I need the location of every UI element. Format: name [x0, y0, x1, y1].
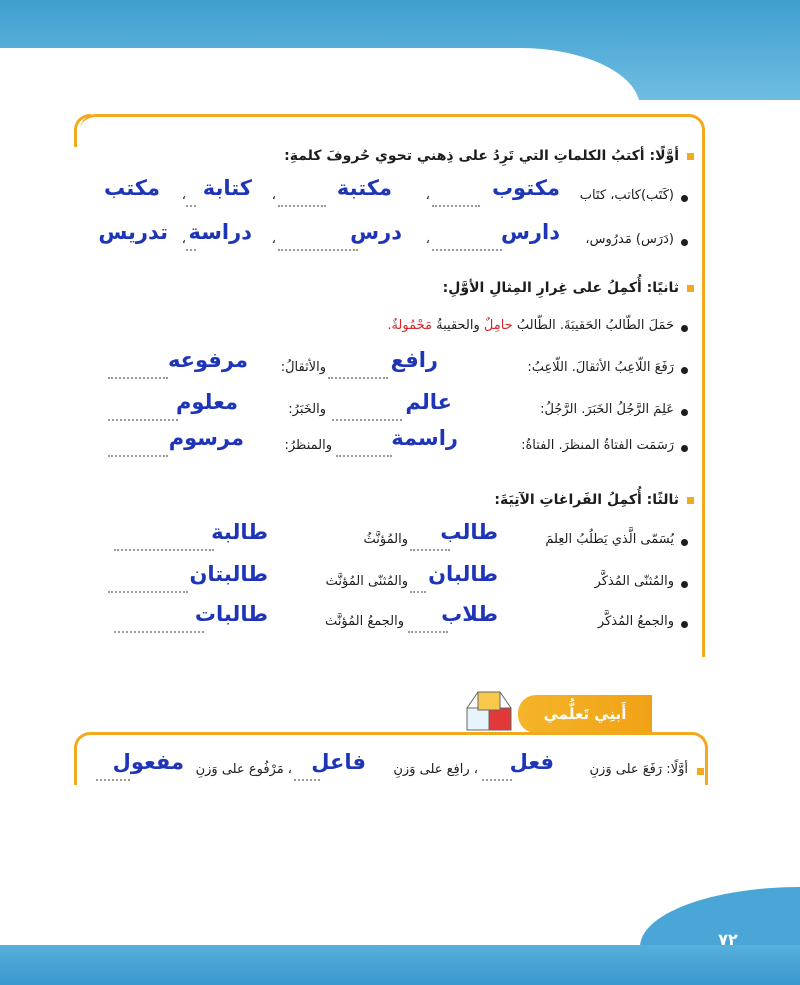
dotted-line — [108, 590, 188, 593]
section2-row1 — [100, 348, 688, 388]
example-prefix: حَمَلَ الطّالبُ الحَقيبَةَ. الطّالبُ — [516, 318, 674, 333]
separator: ، — [271, 188, 276, 203]
separator: ، — [181, 188, 186, 203]
section1-heading — [284, 148, 694, 164]
dotted-line — [336, 454, 392, 457]
row-mid-text: والجمعُ المُؤنَّث — [325, 614, 404, 629]
dotted-line — [186, 248, 196, 251]
answer-word: دراسة — [188, 220, 252, 244]
example-sentence — [387, 318, 674, 333]
answer-word: كتابة — [202, 176, 252, 200]
section1-row2 — [98, 220, 688, 260]
new-learning-row — [96, 750, 704, 790]
footer-band — [0, 945, 800, 985]
answer-word: تدريس — [98, 220, 168, 244]
answer-word: مفعول — [112, 750, 184, 774]
example-answer1: حامِلٌ — [483, 318, 513, 333]
dotted-line — [432, 248, 502, 251]
row-prompt: عَلِمَ الرَّجُلُ الخَبَرَ. الرَّجُلُ: — [540, 402, 674, 417]
square-bullet-icon — [687, 153, 694, 160]
row-prompt: والمُثنّى المُذكَّر — [594, 574, 674, 589]
dotted-line — [328, 376, 388, 379]
dotted-line — [108, 376, 168, 379]
row-prompt: رَفَعَ اللّاعِبُ الأثقالَ. اللّاعِبُ: — [527, 360, 674, 375]
answer-word: عالم — [405, 390, 452, 414]
example-middle: والحقيبةُ — [436, 318, 480, 333]
dotted-line — [278, 204, 326, 207]
bullet-icon — [681, 445, 688, 452]
answer-word: راسمة — [391, 426, 458, 450]
section2-heading-text: ثانيًا: أُكمِلُ على غِرارِ المِثالِ الأوَّلِ: — [442, 280, 679, 296]
separator: ، — [181, 232, 186, 247]
dotted-line — [108, 418, 178, 421]
section3-heading — [494, 492, 694, 508]
row-mid-text: والأثقالُ: — [280, 360, 326, 375]
row-mid-text-a: ، مَ — [276, 762, 292, 777]
row-prompt: رَسَمَت الفتاةُ المنظرَ. الفتاةُ: — [521, 438, 674, 453]
answer-word: طالبتان — [189, 562, 268, 586]
dotted-line — [410, 548, 450, 551]
square-bullet-icon — [697, 768, 704, 775]
answer-word: مرفوعه — [167, 348, 248, 372]
section3-row2 — [100, 562, 688, 602]
answer-word: طالب — [440, 520, 498, 544]
dotted-line — [294, 778, 320, 781]
section3-heading-text: ثالثًا: أُكمِلُ الفَراغاتِ الآتِيَةَ: — [494, 492, 679, 508]
row-prompt: (كَتَب)كاتب، كتَاب — [579, 188, 674, 203]
exercise-frame-corner — [74, 114, 91, 147]
page-number: ٧٢ — [718, 930, 738, 949]
row-mid-text: ، رافِع على وَزنِ — [393, 762, 478, 777]
section1-row1 — [100, 176, 688, 216]
bullet-icon — [681, 195, 688, 202]
dotted-line — [186, 204, 196, 207]
dotted-line — [108, 454, 168, 457]
dotted-line — [96, 778, 130, 781]
dotted-line — [482, 778, 512, 781]
square-bullet-icon — [687, 285, 694, 292]
answer-word: طالبان — [428, 562, 498, 586]
bullet-icon — [681, 409, 688, 416]
dotted-line — [278, 248, 358, 251]
row-mid-text: والمنظرُ: — [284, 438, 332, 453]
answer-word: مكتبة — [336, 176, 392, 200]
dotted-line — [332, 418, 402, 421]
answer-word: درس — [350, 220, 402, 244]
example-answer2: مَحْمُولةٌ. — [387, 318, 432, 333]
answer-word: مرسوم — [168, 426, 244, 450]
answer-word: فاعل — [311, 750, 366, 774]
row-mid-text — [196, 762, 292, 777]
answer-word: معلوم — [176, 390, 238, 414]
separator: ، — [425, 232, 430, 247]
bullet-icon — [681, 581, 688, 588]
row-prompt: والجمعُ المُذكَّر — [597, 614, 674, 629]
answer-word: مكتوب — [491, 176, 560, 200]
answer-word: طالبات — [194, 602, 268, 626]
row-mid-text: والخَبَرُ: — [288, 402, 326, 417]
header-curve — [0, 48, 640, 108]
answer-word: مكتب — [103, 176, 160, 200]
separator: ، — [425, 188, 430, 203]
bullet-icon — [681, 325, 688, 332]
new-learning-tab — [518, 695, 652, 761]
cubes-icon — [465, 690, 513, 732]
bullet-icon — [681, 239, 688, 246]
answer-word: طالبة — [211, 520, 268, 544]
row-mid-text: والمُثنّى المُؤنَّث — [325, 574, 408, 589]
row-prompt: أوَّلًا: رَفَعَ على وَزنِ — [589, 762, 688, 777]
answer-word: رافع — [390, 348, 438, 372]
answer-word: طلاب — [441, 602, 498, 626]
dotted-line — [408, 630, 448, 633]
answer-word: دارس — [500, 220, 560, 244]
square-bullet-icon — [687, 497, 694, 504]
dotted-line — [114, 548, 214, 551]
section3-row3 — [100, 602, 688, 642]
answer-word: فعل — [509, 750, 554, 774]
new-learning-title: أَبنِي تَعلُّمي الجَديد: — [543, 705, 627, 761]
section1-heading-text: أوَّلًا: أكتبُ الكلماتِ التي تَرِدُ على ذِهني تحوي حُروفَ كلمةِ: — [284, 148, 679, 164]
row-prompt: يُسَمّى الَّذي يَطلُبُ العِلمَ — [545, 532, 674, 547]
bullet-icon — [681, 621, 688, 628]
bullet-icon — [681, 367, 688, 374]
dotted-line — [432, 204, 480, 207]
section3-row1 — [100, 520, 688, 560]
dotted-line — [114, 630, 204, 633]
section2-row3 — [100, 426, 688, 466]
separator: ، — [271, 232, 276, 247]
section2-example — [100, 316, 688, 346]
bullet-icon — [681, 539, 688, 546]
dotted-line — [410, 590, 426, 593]
row-mid-text-b: رْفُوع على وَزنِ — [195, 762, 277, 777]
row-prompt: (دَرَس) مَدرُوس، — [585, 232, 674, 247]
row-mid-text: والمُؤنَّثُ — [363, 532, 408, 547]
section2-heading — [443, 280, 694, 296]
